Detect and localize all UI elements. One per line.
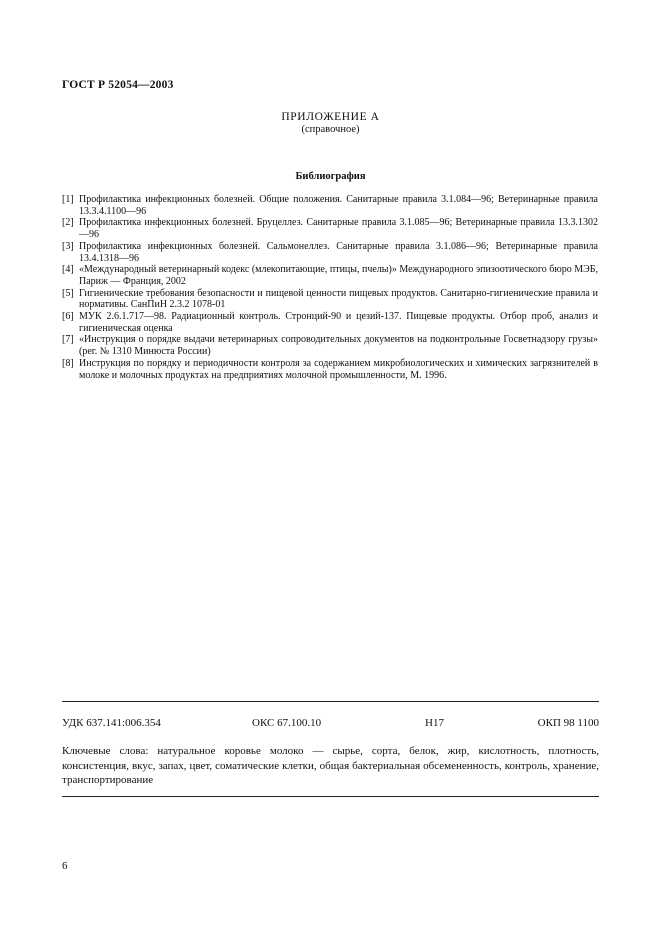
okp-code: ОКП 98 1100 [537,717,599,729]
udk-code: УДК 637.141:006.354 [62,717,161,729]
appendix-subtitle: (справочное) [301,124,360,135]
bibliography-item-number: [4] [62,264,74,276]
bibliography-item [62,194,598,217]
bibliography-item [62,288,598,311]
bibliography-item [62,358,598,381]
group-code: Н17 [425,717,444,729]
bibliography-item-number: [3] [62,240,74,252]
bibliography-item-text: Профилактика инфекционных болезней. Бруцеллез. Санитарные правила 3.1.085—96; Ветеринарные правила 13.3.1302—96 [79,217,598,241]
bibliography-item [62,334,598,357]
oks-code: ОКС 67.100.10 [252,717,322,729]
bibliography-item [62,264,598,287]
bibliography-item-text: Инструкция по порядку и периодичности контроля за содержанием микробиологических и химических загрязнителей в молоке и молочных продуктах на предприятиях молочной промышленности, М. 1996. [79,357,598,381]
bibliography-item-text: Профилактика инфекционных болезней. Общие положения. Санитарные правила 3.1.084—96; Ветеринарные правила 13.3.4.1100—96 [79,194,598,217]
keywords: Ключевые слова: натуральное коровье молоко — сырье, сорта, белок, жир, кислотность, плотность, консистенция, вкус, запах, цвет, соматические клетки, общая бактериальная обсемененность, контроль, хранение, транспортирование [62,745,599,786]
bibliography-item [62,311,598,334]
bibliography-item-number: [1] [62,194,74,205]
bibliography-item-text: «Инструкция о порядке выдачи ветеринарных сопроводительных документов на подконтрольные Госветнадзору грузы» (рег. № 1310 Минюста России) [79,334,598,358]
bibliography-list [62,194,598,381]
bibliography-item-text: МУК 2.6.1.717—98. Радиационный контроль. Стронций-90 и цезий-137. Пищевые продукты. Отбор проб, анализ и гигиеническая оценка [79,311,598,334]
bibliography-item-text: «Международный ветеринарный кодекс (млекопитающие, птицы, пчелы)» Международного эпизоотического бюро МЭБ, Париж — Франция, 2002 [79,264,598,287]
bottom-divider [62,796,599,797]
bibliography-item-number: [2] [62,217,74,229]
bibliography-item-number: [5] [62,287,74,299]
bibliography-item [62,217,598,240]
page-number: 6 [62,860,68,872]
bibliography-item [62,241,598,264]
top-divider [62,701,599,702]
bibliography-title: Библиография [295,171,366,182]
bibliography-item-text: Гигиенические требования безопасности и пищевой ценности пищевых продуктов. Санитарно-гигиенические правила и нормативы. СанПиН 2.3.2 1078-01 [79,287,598,311]
classification-codes [62,717,599,731]
header-code: ГОСТ Р 52054—2003 [62,79,174,91]
appendix-title: ПРИЛОЖЕНИЕ А [281,111,380,123]
bibliography-item-number: [7] [62,334,74,346]
bibliography-item-number: [6] [62,311,74,323]
bibliography-item-number: [8] [62,357,74,369]
bibliography-item-text: Профилактика инфекционных болезней. Сальмонеллез. Санитарные правила 3.1.086—96; Ветеринарные правила 13.4.1318—96 [79,240,598,264]
